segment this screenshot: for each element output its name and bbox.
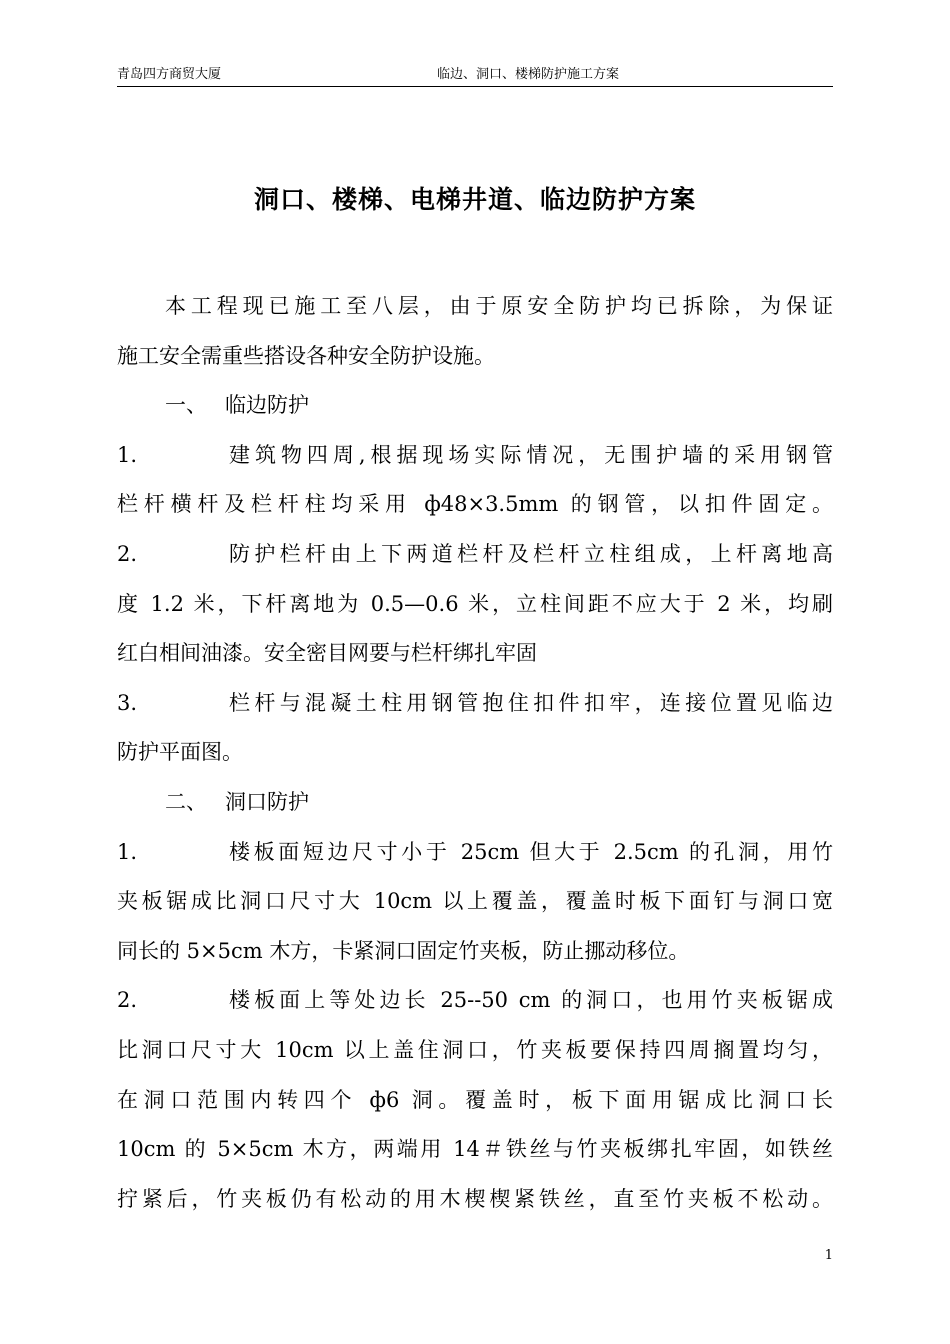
- intro-line-1: 本工程现已施工至八层，由于原安全防护均已拆除，为保证: [165, 294, 833, 318]
- section-1-mark: 一、: [165, 393, 207, 418]
- page-number: 1: [824, 1248, 833, 1263]
- s1-item-1-text-1: 建筑物四周,根据现场实际情况，无围护墙的采用钢管: [229, 442, 833, 467]
- s1-item-3-number: 3.: [117, 690, 138, 715]
- s2-item-2-number: 2.: [117, 988, 138, 1013]
- s2-item-1-line-1: [117, 828, 833, 878]
- s2-item-2-text-1: 楼板面上等处边长 25--50 cm 的洞口，也用竹夹板锯成: [229, 988, 833, 1013]
- intro-line-2: 施工安全需重些搭设各种安全防护设施。: [117, 343, 495, 368]
- s1-item-1-number: 1.: [117, 442, 138, 467]
- section-1-title: 临边防护: [225, 393, 309, 418]
- s1-item-2-line-3: 红白相间油漆。安全密目网要与栏杆绑扎牢固: [117, 641, 537, 666]
- s2-item-2-line-4: 10cm 的 5×5cm 木方，两端用 14＃铁丝与竹夹板绑扎牢固，如铁丝: [117, 1137, 833, 1162]
- s2-item-2-line-3: 在洞口范围内转四个 ф6 洞。覆盖时，板下面用锯成比洞口长: [117, 1087, 833, 1112]
- header-project-name: 青岛四方商贸大厦: [117, 67, 222, 82]
- s2-item-1-text-1: 楼板面短边尺寸小于 25cm 但大于 2.5cm 的孔洞，用竹: [229, 839, 833, 864]
- s2-item-2-line-2: 比洞口尺寸大 10cm 以上盖住洞口，竹夹板要保持四周搁置均匀，: [117, 1037, 833, 1062]
- section-2-title: 洞口防护: [225, 789, 309, 814]
- s1-item-3-line-2: 防护平面图。: [117, 740, 243, 765]
- section-2-mark: 二、: [165, 789, 207, 814]
- page-header: [117, 66, 833, 87]
- s1-item-1-line-1: [117, 431, 833, 481]
- document-title: 洞口、楼梯、电梯井道、临边防护方案: [253, 185, 696, 214]
- s2-item-1-number: 1.: [117, 839, 138, 864]
- s1-item-3-line-1: [117, 679, 833, 729]
- s1-item-2-text-1: 防护栏杆由上下两道栏杆及栏杆立柱组成，上杆离地高: [229, 541, 833, 566]
- s2-item-2-line-1: [117, 976, 833, 1026]
- section-2-heading: [117, 778, 833, 828]
- s2-item-1-line-2: 夹板锯成比洞口尺寸大 10cm 以上覆盖，覆盖时板下面钉与洞口宽: [117, 889, 833, 914]
- s2-item-2-line-5: 拧紧后，竹夹板仍有松动的用木楔楔紧铁丝，直至竹夹板不松动。: [117, 1186, 833, 1211]
- document-body: [117, 282, 833, 1224]
- s1-item-2-line-2: 度 1.2 米，下杆离地为 0.5—0.6 米，立柱间距不应大于 2 米，均刷: [117, 591, 833, 616]
- s2-item-1-line-3: 同长的 5×5cm 木方，卡紧洞口固定竹夹板，防止挪动移位。: [117, 938, 690, 963]
- section-1-heading: [117, 381, 833, 431]
- header-document-title: 临边、洞口、楼梯防护施工方案: [437, 67, 620, 82]
- s1-item-2-line-1: [117, 530, 833, 580]
- s1-item-1-line-2: 栏杆横杆及栏杆柱均采用 ф48×3.5mm 的钢管，以扣件固定。: [117, 492, 833, 517]
- s1-item-2-number: 2.: [117, 541, 138, 566]
- s1-item-3-text-1: 栏杆与混凝土柱用钢管抱住扣件扣牢，连接位置见临边: [229, 690, 833, 715]
